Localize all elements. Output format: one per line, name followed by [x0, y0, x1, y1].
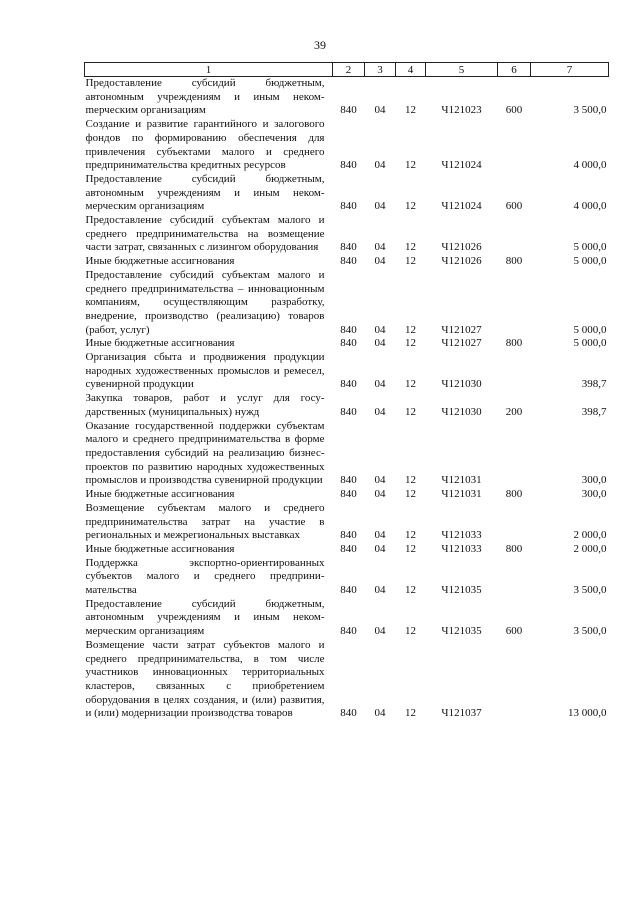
row-name: Организация сбыта и продвижения продукции народных художественных промыслов и ремесел, сувенирной продукции [85, 351, 325, 391]
row-col-6: 800 [505, 337, 523, 350]
row-amount: 398,7 [581, 405, 607, 418]
row-col-6 [498, 557, 531, 598]
row-name: Возмещение части затрат субъектов малого и среднего предпринимательства, в том числе участников инновационных территориальных кластеров, связанных с приобретением оборудования в целях создания, и (или) развития, и (или) модернизации производства товаров [85, 638, 325, 720]
row-code: Ч121030 [441, 405, 482, 418]
row-col-6: 600 [505, 625, 523, 638]
row-col-4: 12 [405, 159, 416, 172]
row-col-6 [498, 639, 531, 721]
row-col-2: 840 [340, 337, 357, 350]
table-row [85, 543, 609, 557]
row-name: Иные бюджетные ассигнования [85, 542, 235, 555]
row-col-4: 12 [405, 474, 416, 487]
row-amount: 5 000,0 [573, 241, 607, 254]
row-name: Возмещение субъектам малого и среднего предпринимательства затрат на участие в региональных и межрегиональных выставках [85, 501, 325, 542]
budget-table [84, 62, 609, 721]
row-code: Ч121027 [441, 337, 482, 350]
table-row [85, 557, 609, 598]
row-name: Иные бюджетные ассигнования [85, 488, 235, 501]
table-row [85, 420, 609, 489]
table-row [85, 77, 609, 119]
row-col-3: 04 [374, 542, 386, 555]
row-amount: 3 500,0 [573, 584, 607, 597]
row-col-3: 04 [374, 337, 386, 350]
table-row [85, 392, 609, 419]
row-col-6: 800 [505, 488, 523, 501]
row-amount: 2 000,0 [573, 529, 607, 542]
row-code: Ч121033 [441, 529, 482, 542]
row-col-6 [498, 502, 531, 543]
row-name: Предоставление субсидий бюджетным, автономным учреждениям и иным некоммерческим организациям [85, 172, 325, 213]
row-amount: 3 500,0 [573, 625, 607, 638]
row-col-3: 04 [374, 405, 386, 418]
row-col-2: 840 [340, 488, 357, 501]
row-col-6: 600 [505, 104, 523, 117]
row-col-6 [498, 351, 531, 392]
row-name: Предоставление субсидий субъектам малого и среднего предпринимательства на возмещение части затрат, связанных с лизингом оборудования [85, 214, 325, 254]
row-col-3: 04 [374, 255, 386, 268]
row-col-4: 12 [405, 200, 416, 213]
row-name: Создание и развитие гарантийного и залогового фондов по формированию обеспечения для привлечения субъектами малого и среднего предпринимательства кредитных ресурсов [85, 118, 325, 172]
row-name: Предоставление субсидий субъектам малого и среднего предпринимательства – инновационным компаниям, осуществляющим разработку, внедрение, производство (реализацию) товаров (работ, услуг) [85, 268, 325, 336]
row-col-6: 800 [505, 542, 523, 555]
row-col-6 [498, 420, 531, 489]
row-col-3: 04 [374, 378, 386, 391]
row-col-4: 12 [405, 241, 416, 254]
row-name: Предоставление субсидий бюджетным, автономным учреждениям и иным некомmерческим организациям [85, 77, 325, 117]
row-col-2: 840 [340, 474, 357, 487]
header-col-7: 7 [531, 63, 609, 77]
table-row [85, 269, 609, 338]
header-col-3: 3 [365, 63, 396, 77]
header-row [85, 63, 609, 77]
row-col-4: 12 [405, 529, 416, 542]
row-col-4: 12 [405, 542, 416, 555]
row-col-2: 840 [340, 405, 357, 418]
row-col-2: 840 [340, 241, 357, 254]
row-name: Закупка товаров, работ и услуг для государственных (муниципальных) нужд [85, 392, 325, 418]
table-row [85, 118, 609, 173]
row-name: Оказание государственной поддержки субъектам малого и среднего предпринимательства в форме предоставления субсидий на реализацию бизнес-проектов по развитию народных художественных промыслов и производства сувенирной продукции [85, 419, 325, 487]
row-code: Ч121026 [441, 241, 482, 254]
row-col-2: 840 [340, 584, 357, 597]
row-amount: 13 000,0 [568, 707, 607, 720]
row-col-4: 12 [405, 488, 416, 501]
row-col-3: 04 [374, 474, 386, 487]
row-col-6 [498, 269, 531, 338]
header-col-2: 2 [333, 63, 365, 77]
row-col-6 [498, 118, 531, 173]
row-col-3: 04 [374, 159, 386, 172]
table-row [85, 255, 609, 269]
row-amount: 4 000,0 [573, 200, 607, 213]
row-col-2: 840 [340, 159, 357, 172]
row-amount: 300,0 [581, 474, 607, 487]
row-col-4: 12 [405, 337, 416, 350]
row-code: Ч121035 [441, 584, 482, 597]
row-col-3: 04 [374, 104, 386, 117]
row-name: Иные бюджетные ассигнования [85, 255, 235, 268]
row-amount: 2 000,0 [573, 542, 607, 555]
row-col-3: 04 [374, 584, 386, 597]
header-col-1: 1 [85, 63, 333, 77]
row-col-4: 12 [405, 625, 416, 638]
row-code: Ч121026 [441, 255, 482, 268]
table-row [85, 351, 609, 392]
row-col-4: 12 [405, 255, 416, 268]
row-col-4: 12 [405, 405, 416, 418]
header-col-5: 5 [426, 63, 498, 77]
row-name: Поддержка экспортно-ориентированных субъектов малого и среднего предпринимательства [85, 556, 325, 597]
row-col-2: 840 [340, 378, 357, 391]
table-row [85, 639, 609, 721]
row-col-6: 200 [505, 405, 523, 418]
row-col-2: 840 [340, 625, 357, 638]
row-code: Ч121033 [441, 542, 482, 555]
row-col-2: 840 [340, 104, 357, 117]
row-col-6: 800 [505, 255, 523, 268]
row-col-3: 04 [374, 488, 386, 501]
row-code: Ч121030 [441, 378, 482, 391]
row-col-2: 840 [340, 200, 357, 213]
table-row [85, 337, 609, 351]
row-col-3: 04 [374, 241, 386, 254]
header-col-4: 4 [396, 63, 426, 77]
row-amount: 4 000,0 [573, 159, 607, 172]
row-col-4: 12 [405, 104, 416, 117]
row-col-2: 840 [340, 255, 357, 268]
row-amount: 5 000,0 [573, 255, 607, 268]
row-col-2: 840 [340, 323, 357, 336]
row-col-3: 04 [374, 529, 386, 542]
row-code: Ч121037 [441, 707, 482, 720]
row-code: Ч121024 [441, 159, 482, 172]
row-code: Ч121024 [441, 200, 482, 213]
row-col-3: 04 [374, 323, 386, 336]
row-amount: 5 000,0 [573, 337, 607, 350]
row-amount: 300,0 [581, 488, 607, 501]
row-col-2: 840 [340, 707, 357, 720]
table-row [85, 214, 609, 255]
table-body [85, 77, 609, 722]
row-code: Ч121027 [441, 323, 482, 336]
table-row [85, 173, 609, 214]
row-col-4: 12 [405, 323, 416, 336]
row-code: Ч121031 [441, 474, 482, 487]
row-name: Иные бюджетные ассигнования [85, 337, 235, 350]
row-code: Ч121031 [441, 488, 482, 501]
row-col-4: 12 [405, 707, 416, 720]
row-col-6: 600 [505, 200, 523, 213]
table-row [85, 502, 609, 543]
page-number: 39 [314, 38, 326, 52]
row-col-4: 12 [405, 378, 416, 391]
table-row [85, 488, 609, 502]
header-col-6: 6 [498, 63, 531, 77]
row-amount: 3 500,0 [573, 104, 607, 117]
row-amount: 5 000,0 [573, 323, 607, 336]
row-name: Предоставление субсидий бюджетным, автономным учреждениям и иным некоммерческим организациям [85, 597, 325, 638]
row-col-2: 840 [340, 529, 357, 542]
row-code: Ч121023 [441, 104, 482, 117]
row-col-2: 840 [340, 542, 357, 555]
row-amount: 398,7 [581, 378, 607, 391]
row-col-3: 04 [374, 625, 386, 638]
row-col-3: 04 [374, 200, 386, 213]
row-col-3: 04 [374, 707, 386, 720]
table-row [85, 598, 609, 639]
row-code: Ч121035 [441, 625, 482, 638]
row-col-6 [498, 214, 531, 255]
row-col-4: 12 [405, 584, 416, 597]
